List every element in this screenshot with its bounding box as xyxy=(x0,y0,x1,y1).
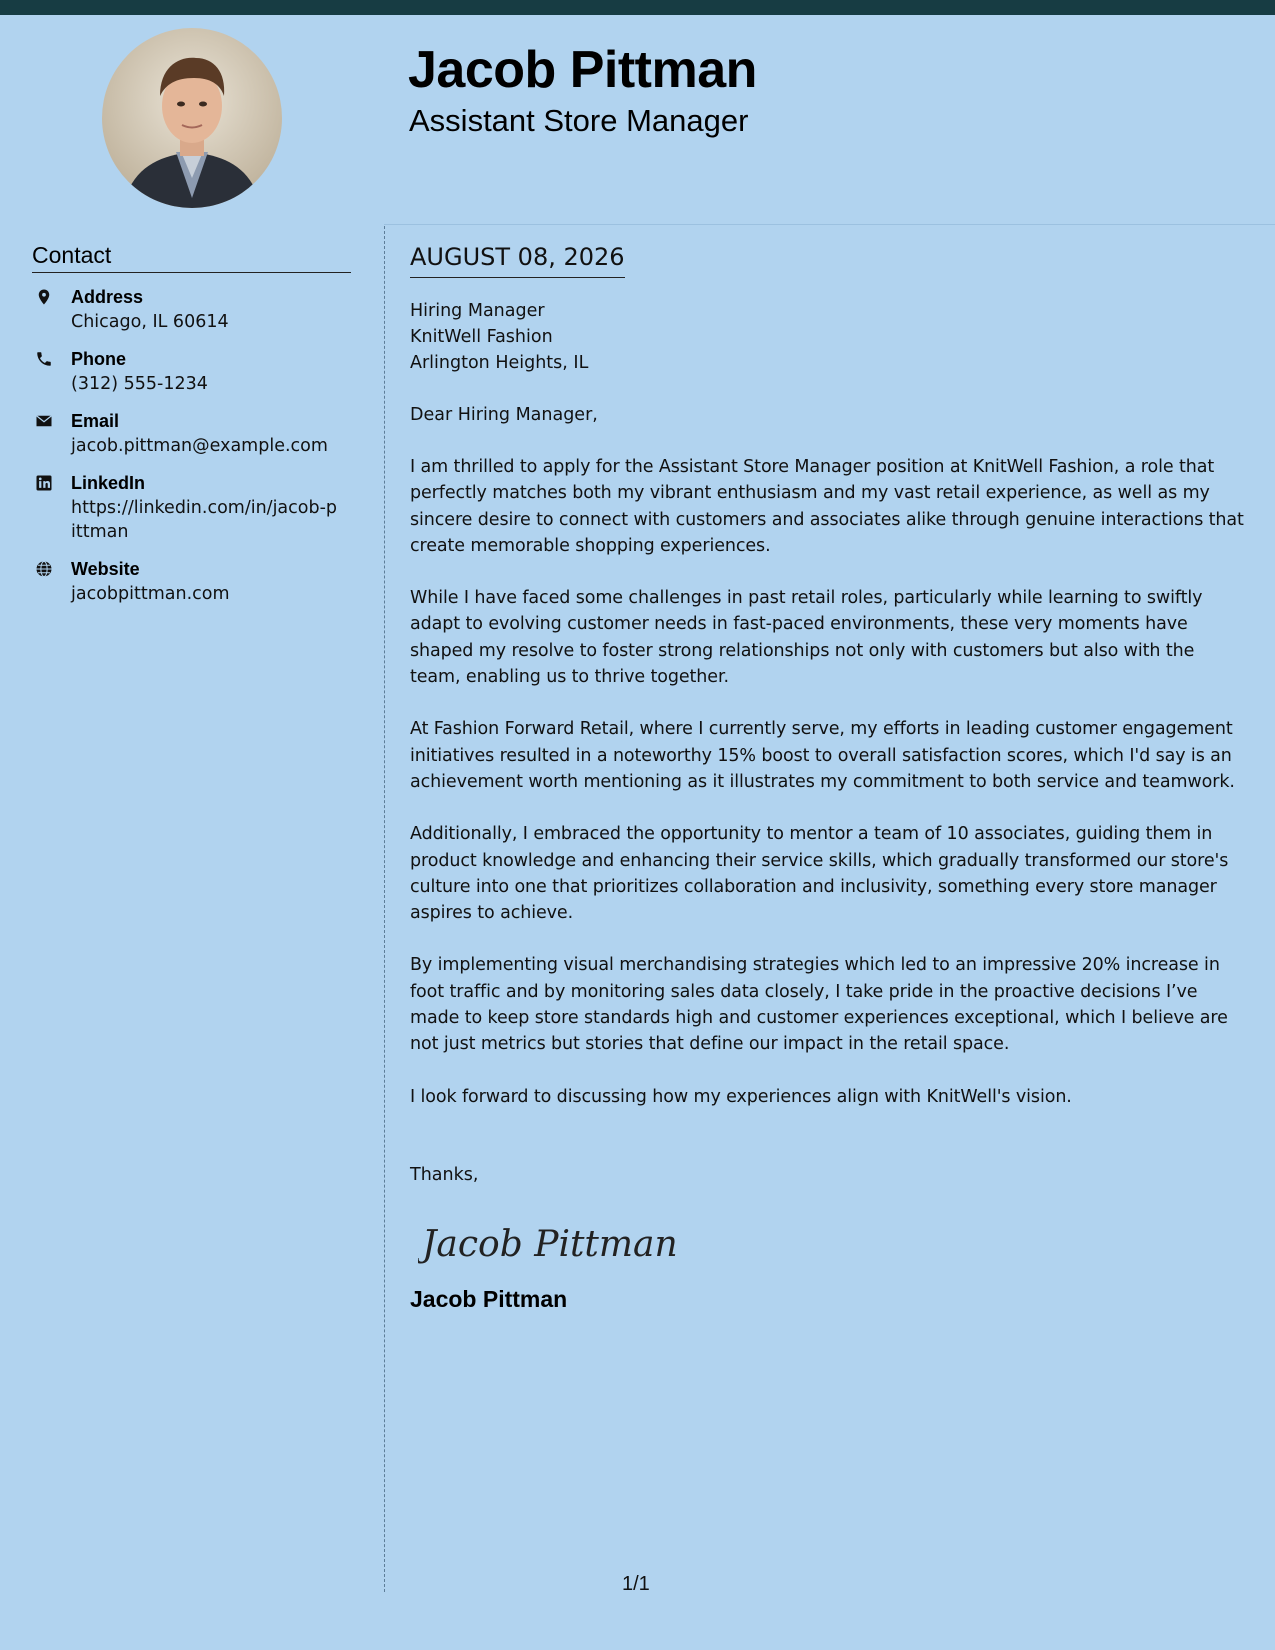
letter-paragraph: Additionally, I embraced the opportunity to mentor a team of 10 associates, guiding them in product knowledge and enhancing their service skills, which gradually transformed our store's culture into one that prioritizes collaboration and inclusivity, something every store manager aspires to achieve. xyxy=(410,824,1229,924)
contact-sidebar xyxy=(32,240,351,619)
letter-paragraph: At Fashion Forward Retail, where I currently serve, my efforts in leading customer engagement initiatives resulted in a noteworthy 15% boost to overall satisfaction scores, which I'd say is an achievement worth mentioning as it illustrates my commitment to both service and teamwork. xyxy=(410,719,1235,792)
salutation: Dear Hiring Manager, xyxy=(410,405,598,425)
applicant-name: Jacob Pittman xyxy=(408,41,757,99)
contact-phone xyxy=(32,347,351,396)
contact-linkedin xyxy=(32,471,351,544)
contact-value[interactable]: https://linkedin.com/in/jacob-pittman xyxy=(71,498,338,542)
page-number: 1/1 xyxy=(622,1573,650,1595)
recipient-block xyxy=(410,298,1250,376)
contact-label: Address xyxy=(71,287,144,307)
globe-icon xyxy=(35,560,53,578)
contact-label: Website xyxy=(71,559,140,579)
contact-value: Chicago, IL 60614 xyxy=(71,312,229,332)
contact-address xyxy=(32,285,351,334)
letter-paragraph: I look forward to discussing how my experiences align with KnitWell's vision. xyxy=(410,1086,1072,1107)
contact-value[interactable]: jacob.pittman@example.com xyxy=(71,436,328,456)
handwritten-signature xyxy=(418,1214,1250,1274)
envelope-icon xyxy=(35,412,53,430)
recipient-location: Arlington Heights, IL xyxy=(410,353,589,373)
contact-website xyxy=(32,557,351,606)
signer-name: Jacob Pittman xyxy=(410,1285,568,1312)
recipient-company: KnitWell Fashion xyxy=(410,327,553,347)
letter-paragraph: While I have faced some challenges in past retail roles, particularly while learning to swiftly adapt to evolving customer needs in fast-paced environments, these very moments have shaped my resolve to foster strong relationships not only with customers but also with the team, enabling us to thrive together. xyxy=(410,588,1203,688)
map-pin-icon xyxy=(35,288,53,306)
linkedin-icon xyxy=(35,474,53,492)
phone-icon xyxy=(35,350,53,368)
letter-body xyxy=(410,240,1250,1314)
contact-heading: Contact xyxy=(32,240,351,273)
contact-label: LinkedIn xyxy=(71,473,146,493)
signature-text: Jacob Pittman xyxy=(422,1223,678,1265)
contact-label: Email xyxy=(71,411,120,431)
header-divider xyxy=(384,224,1275,225)
column-divider xyxy=(384,226,385,1592)
contact-list xyxy=(32,285,351,606)
closing: Thanks, xyxy=(410,1164,479,1185)
recipient-name: Hiring Manager xyxy=(410,301,545,321)
profile-photo xyxy=(102,28,282,208)
top-accent-bar xyxy=(0,0,1275,15)
contact-value[interactable]: (312) 555-1234 xyxy=(71,374,208,394)
applicant-title: Assistant Store Manager xyxy=(409,103,749,138)
contact-email xyxy=(32,409,351,458)
letter-paragraph: By implementing visual merchandising strategies which led to an impressive 20% increase in foot traffic and by monitoring sales data closely, I take pride in the proactive decisions I’ve made to keep store standards high and customer experiences exceptional, which I believe are not just metrics but stories that define our impact in the retail space. xyxy=(410,955,1228,1055)
contact-label: Phone xyxy=(71,349,127,369)
contact-value[interactable]: jacobpittman.com xyxy=(71,584,230,604)
letter-date: AUGUST 08, 2026 xyxy=(410,240,625,278)
letter-paragraph: I am thrilled to apply for the Assistant Store Manager position at KnitWell Fashion, a role that perfectly matches both my vibrant enthusiasm and my vast retail experience, as well as my sincere desire to connect with customers and associates alike through genuine interactions that create memorable shopping experiences. xyxy=(410,457,1244,556)
